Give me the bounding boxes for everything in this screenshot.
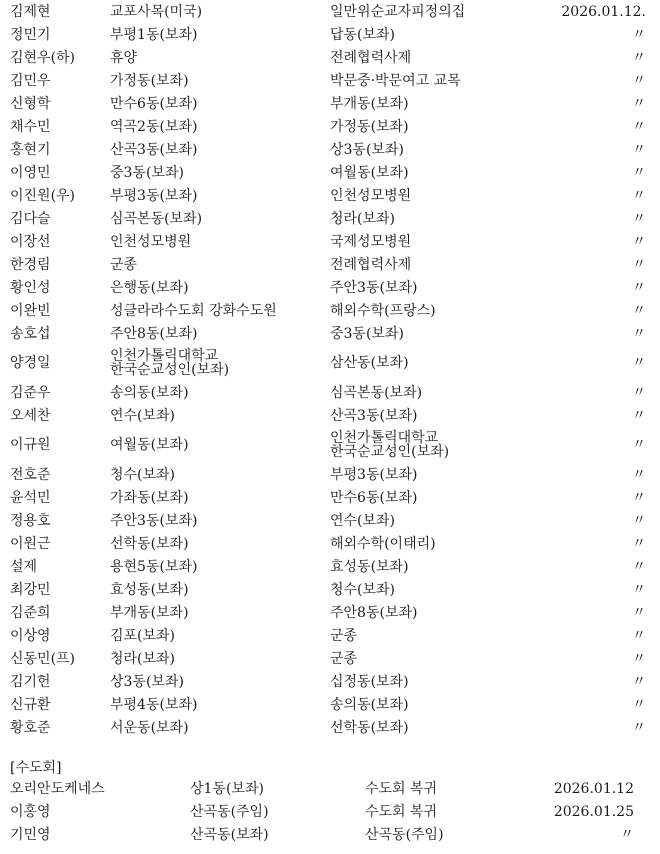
priest-name: 송호섭	[10, 325, 51, 342]
priest-name: 이장선	[10, 233, 51, 250]
appointment-row	[0, 345, 660, 381]
previous-post: 청라(보좌)	[110, 650, 176, 667]
new-post: 인천가톨릭대학교 한국순교성인(보좌)	[330, 430, 450, 460]
new-post: 청라(보좌)	[330, 210, 396, 227]
effective-date: 〃	[632, 581, 646, 598]
priest-name: 이규원	[10, 437, 51, 453]
previous-post: 교포사목(미국)	[110, 3, 203, 20]
previous-post: 산곡동(보좌)	[190, 826, 269, 843]
effective-date: 〃	[632, 627, 646, 644]
new-post: 송의동(보좌)	[330, 696, 409, 713]
appointment-row	[0, 578, 660, 601]
appointment-row	[0, 693, 660, 716]
new-post: 수도회 복귀	[365, 780, 438, 797]
priest-name: 설제	[10, 558, 38, 575]
effective-date: 〃	[632, 210, 646, 227]
effective-date: 〃	[632, 187, 646, 204]
previous-post: 역곡2동(보좌)	[110, 118, 198, 135]
new-post: 중3동(보좌)	[330, 325, 404, 342]
priest-name: 김기헌	[10, 673, 51, 690]
previous-post: 인천성모병원	[110, 233, 192, 250]
previous-post: 상1동(보좌)	[190, 780, 264, 797]
previous-post: 연수(보좌)	[110, 407, 176, 424]
new-post: 산곡3동(보좌)	[330, 407, 418, 424]
effective-date: 〃	[632, 437, 646, 453]
effective-date: 2026.01.12	[553, 780, 634, 797]
priest-name: 전호준	[10, 466, 51, 483]
priest-name: 신규환	[10, 696, 51, 713]
appointment-row	[0, 647, 660, 670]
appointment-row	[0, 322, 660, 345]
appointment-row	[0, 601, 660, 624]
effective-date: 2026.01.25	[553, 803, 634, 820]
religious-row	[0, 777, 660, 800]
priest-name: 양경일	[10, 355, 51, 371]
priest-name: 기민영	[10, 826, 51, 843]
new-post: 여월동(보좌)	[330, 164, 409, 181]
appointment-row	[0, 253, 660, 276]
new-post: 심곡본동(보좌)	[330, 384, 423, 401]
new-post: 선학동(보좌)	[330, 719, 409, 736]
new-post: 부개동(보좌)	[330, 95, 409, 112]
previous-post: 가정동(보좌)	[110, 72, 189, 89]
appointment-row	[0, 0, 660, 23]
effective-date: 〃	[632, 535, 646, 552]
effective-date: 〃	[632, 256, 646, 273]
effective-date: 〃	[632, 512, 646, 529]
previous-post: 군종	[110, 256, 138, 273]
previous-post: 산곡3동(보좌)	[110, 141, 198, 158]
priest-name: 한경림	[10, 256, 51, 273]
priest-name: 이홍영	[10, 803, 51, 820]
appointment-row	[0, 23, 660, 46]
priest-name: 김민우	[10, 72, 51, 89]
section-heading	[0, 753, 660, 777]
effective-date: 〃	[632, 384, 646, 401]
appointment-row	[0, 716, 660, 739]
previous-post: 서운동(보좌)	[110, 719, 189, 736]
priest-name: 윤석민	[10, 489, 51, 506]
religious-row	[0, 800, 660, 823]
previous-post: 심곡본동(보좌)	[110, 210, 203, 227]
previous-post: 청수(보좌)	[110, 466, 176, 483]
priest-name: 신형학	[10, 95, 51, 112]
priest-name: 이원근	[10, 535, 51, 552]
previous-post: 인천가톨릭대학교 한국순교성인(보좌)	[110, 348, 230, 378]
appointment-row	[0, 486, 660, 509]
priest-name: 채수민	[10, 118, 51, 135]
new-post: 주안3동(보좌)	[330, 279, 418, 296]
appointment-row	[0, 115, 660, 138]
effective-date: 〃	[632, 489, 646, 506]
priest-name: 신동민(프)	[10, 650, 76, 667]
previous-post: 주안3동(보좌)	[110, 512, 198, 529]
effective-date: 〃	[632, 466, 646, 483]
priest-name: 오리안도케네스	[10, 780, 105, 797]
appointment-row	[0, 555, 660, 578]
previous-post: 여월동(보좌)	[110, 437, 189, 453]
appointment-row	[0, 161, 660, 184]
previous-post: 김포(보좌)	[110, 627, 176, 644]
new-post: 해외수학(이태리)	[330, 535, 436, 552]
effective-date: 〃	[632, 558, 646, 575]
previous-post: 은행동(보좌)	[110, 279, 189, 296]
effective-date: 〃	[632, 407, 646, 424]
new-post: 군종	[330, 627, 358, 644]
effective-date: 〃	[632, 141, 646, 158]
effective-date: 〃	[632, 26, 646, 43]
appointment-row	[0, 427, 660, 463]
priest-name: 이진원(우)	[10, 187, 76, 204]
previous-post: 선학동(보좌)	[110, 535, 189, 552]
appointment-row	[0, 670, 660, 693]
new-post: 전례협력사제	[330, 256, 412, 273]
priest-name: 오세찬	[10, 407, 51, 424]
new-post: 연수(보좌)	[330, 512, 396, 529]
new-post: 수도회 복귀	[365, 803, 438, 820]
effective-date: 〃	[632, 49, 646, 66]
new-post: 해외수학(프랑스)	[330, 302, 436, 319]
priest-name: 정용호	[10, 512, 51, 529]
previous-post: 효성동(보좌)	[110, 581, 189, 598]
effective-date: 〃	[632, 279, 646, 296]
new-post: 부평3동(보좌)	[330, 466, 418, 483]
religious-list	[0, 777, 660, 846]
new-post: 답동(보좌)	[330, 26, 396, 43]
new-post: 청수(보좌)	[330, 581, 396, 598]
effective-date: 〃	[632, 95, 646, 112]
previous-post: 주안8동(보좌)	[110, 325, 198, 342]
appointment-row	[0, 92, 660, 115]
previous-post: 성클라라수도회 강화수도원	[110, 302, 277, 319]
effective-date: 〃	[632, 719, 646, 736]
new-post: 주안8동(보좌)	[330, 604, 418, 621]
priest-name: 김준희	[10, 604, 51, 621]
appointment-row	[0, 463, 660, 486]
previous-post: 중3동(보좌)	[110, 164, 184, 181]
previous-post: 부평1동(보좌)	[110, 26, 198, 43]
effective-date: 〃	[632, 164, 646, 181]
effective-date: 〃	[632, 302, 646, 319]
section-title: [수도회]	[10, 760, 62, 776]
previous-post: 산곡동(주임)	[190, 803, 269, 820]
appointment-row	[0, 69, 660, 92]
priest-name: 홍현기	[10, 141, 51, 158]
effective-date: 〃	[632, 118, 646, 135]
new-post: 효성동(보좌)	[330, 558, 409, 575]
priest-name: 김준우	[10, 384, 51, 401]
appointment-row	[0, 138, 660, 161]
appointment-row	[0, 276, 660, 299]
new-post: 산곡동(주임)	[365, 826, 444, 843]
new-post: 일만위순교자피정의집	[330, 3, 466, 20]
religious-row	[0, 823, 660, 846]
priest-name: 황호준	[10, 719, 51, 736]
effective-date: 〃	[632, 233, 646, 250]
new-post: 가정동(보좌)	[330, 118, 409, 135]
effective-date: 〃	[632, 673, 646, 690]
new-post: 인천성모병원	[330, 187, 412, 204]
effective-date: 〃	[632, 650, 646, 667]
priest-name: 이상영	[10, 627, 51, 644]
effective-date: 〃	[632, 604, 646, 621]
previous-post: 부평4동(보좌)	[110, 696, 198, 713]
new-post: 군종	[330, 650, 358, 667]
appointment-row	[0, 381, 660, 404]
new-post: 만수6동(보좌)	[330, 489, 418, 506]
appointment-row	[0, 207, 660, 230]
effective-date: 〃	[632, 696, 646, 713]
new-post: 박문중·박문여고 교목	[330, 72, 461, 89]
previous-post: 가좌동(보좌)	[110, 489, 189, 506]
appointment-row	[0, 624, 660, 647]
new-post: 상3동(보좌)	[330, 141, 404, 158]
priest-name: 김현우(하)	[10, 49, 76, 66]
priest-name: 황인성	[10, 279, 51, 296]
new-post: 전례협력사제	[330, 49, 412, 66]
priest-name: 김제현	[10, 3, 51, 20]
new-post: 삼산동(보좌)	[330, 355, 409, 371]
appointment-row	[0, 404, 660, 427]
appointment-row	[0, 230, 660, 253]
priest-name: 김다슬	[10, 210, 51, 227]
previous-post: 송의동(보좌)	[110, 384, 189, 401]
previous-post: 부평3동(보좌)	[110, 187, 198, 204]
previous-post: 만수6동(보좌)	[110, 95, 198, 112]
effective-date: 〃	[620, 826, 634, 843]
priest-name: 이영민	[10, 164, 51, 181]
new-post: 국제성모병원	[330, 233, 412, 250]
previous-post: 부개동(보좌)	[110, 604, 189, 621]
appointment-row	[0, 184, 660, 207]
appointment-row	[0, 532, 660, 555]
appointment-row	[0, 299, 660, 322]
previous-post: 용현5동(보좌)	[110, 558, 198, 575]
appointment-row	[0, 46, 660, 69]
effective-date: 2026.01.12.	[561, 3, 646, 20]
effective-date: 〃	[632, 355, 646, 371]
new-post: 십정동(보좌)	[330, 673, 409, 690]
priest-name: 정민기	[10, 26, 51, 43]
previous-post: 휴양	[110, 49, 138, 66]
priest-name: 이완빈	[10, 302, 51, 319]
effective-date: 〃	[632, 325, 646, 342]
appointment-row	[0, 509, 660, 532]
effective-date: 〃	[632, 72, 646, 89]
priest-name: 최강민	[10, 581, 51, 598]
previous-post: 상3동(보좌)	[110, 673, 184, 690]
